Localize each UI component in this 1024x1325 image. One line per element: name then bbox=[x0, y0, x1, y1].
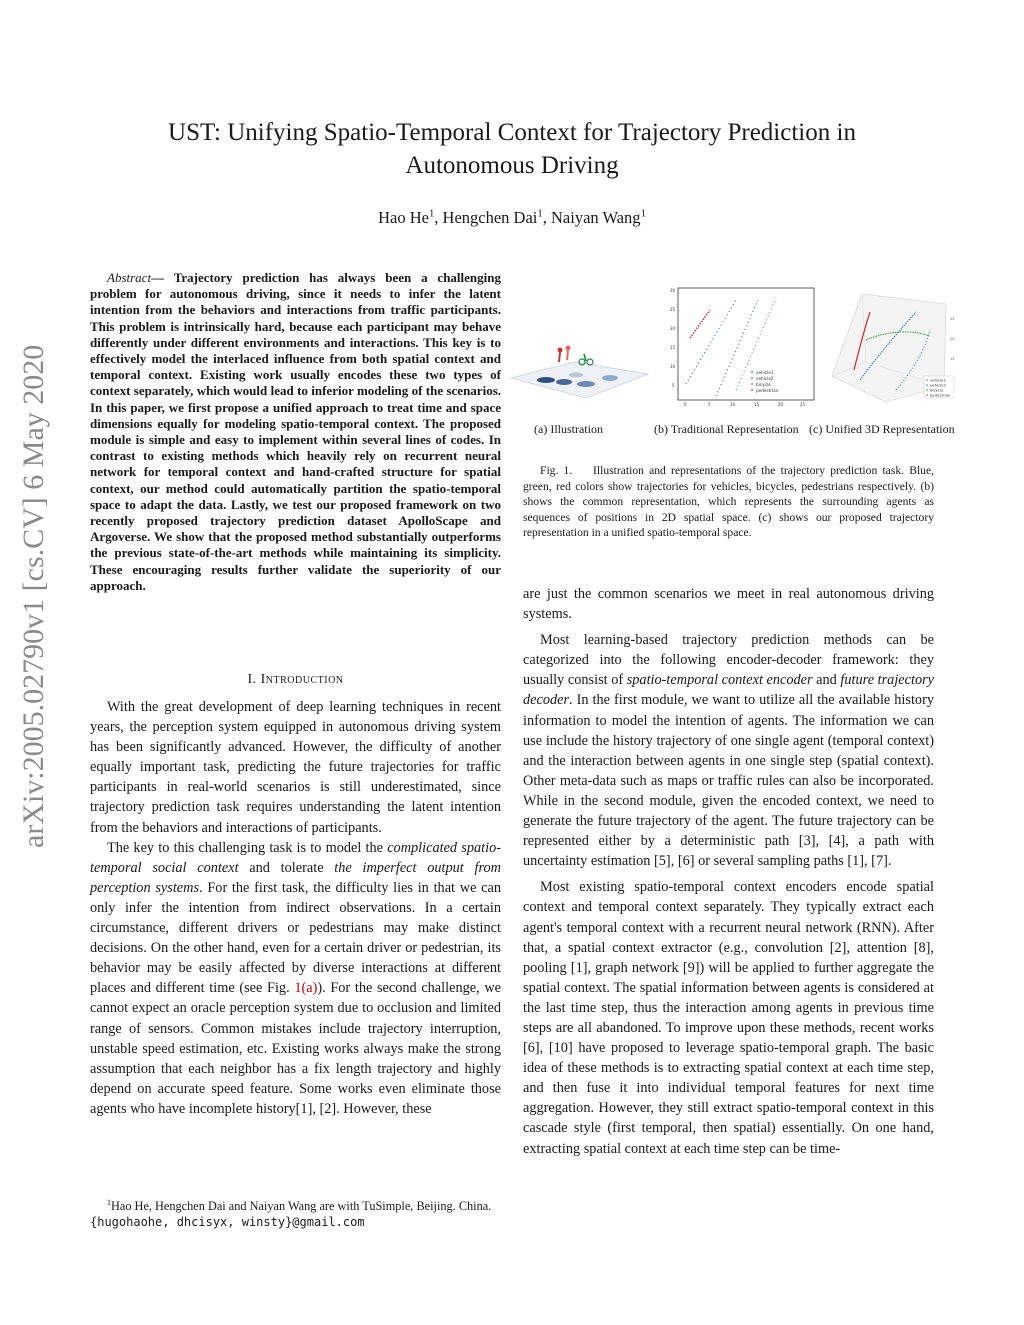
abstract-text: Trajectory prediction has always been a challenging problem for autonomous driving, since it needs to infer the latent intention from the behaviors and interactions from traffic participants. This problem is intrinsically hard, because each participant may behave differently under different environments and interactions. This key is to effectively model the interlaced influence from both spatial context and temporal context. Existing work usually encodes these two types of context separately, which would lead to inferior modeling of the scenarios. In this paper, we first propose a unified approach to treat time and space dimensions equally for modeling spatio-temporal context. The proposed module is simple and easy to implement within several lines of codes. In contrast to existing methods which heavily rely on recurrent neural network for temporal context and hand-crafted structure for spatial context, our method could automatically partition the spatio-temporal space to adapt the data. Lastly, we test our proposed framework on two recently proposed trajectory prediction dataset ApolloScape and Argoverse. We show that the proposed method substantially outperforms the previous state-of-the-art methods while maintaining its simplicity. These encouraging results further validate the superiority of our approach. bbox=[90, 270, 501, 593]
intro-column-left bbox=[90, 697, 501, 1119]
title-line-1: UST: Unifying Spatio-Temporal Context for Trajectory Prediction in bbox=[168, 119, 856, 146]
caption-text: Illustration and representations of the trajectory prediction task. Blue, green, red colors show trajectories for vehicles, bicycles, pedestrians respectively. (b) shows the common representation, which represents the surrounding agents as sequences of positions in 2D spatial space. (c) shows our proposed trajectory representation in a unified spatio-temporal space. bbox=[523, 464, 935, 539]
figure-1 bbox=[500, 280, 970, 450]
figure-3d-plot bbox=[826, 290, 966, 408]
paper-title bbox=[112, 116, 912, 182]
legend-entry: vehicle1 bbox=[756, 370, 774, 375]
legend-entry: bicycle bbox=[756, 382, 771, 387]
vehicle-shape bbox=[577, 381, 595, 387]
svg-text:30: 30 bbox=[670, 288, 676, 293]
intro-column-right bbox=[523, 584, 934, 1159]
emphasis: spatio-temporal context encoder bbox=[626, 672, 813, 689]
author-name: Hengchen Dai bbox=[442, 208, 538, 227]
svg-text:20: 20 bbox=[950, 337, 955, 341]
legend-entry: vehicle2 bbox=[756, 376, 774, 381]
subfigure-caption-c: (c) Unified 3D Representation bbox=[809, 422, 955, 436]
author-name: Hao He bbox=[378, 208, 429, 227]
title-line-2: Autonomous Driving bbox=[405, 152, 619, 179]
legend-entry: pedestrian bbox=[756, 388, 779, 393]
svg-text:20: 20 bbox=[670, 326, 676, 331]
footnote-text: Hao He, Hengchen Dai and Naiyan Wang are with TuSimple, Beijing. China. bbox=[111, 1199, 492, 1213]
affiliation-mark: 1 bbox=[428, 207, 435, 220]
text-run: The key to this challenging task is to model the bbox=[107, 839, 388, 856]
text-run: . In the first module, we want to utilize all the available history information to model the intention of agents. The information we can use include the history trajectory of one single agent (temporal context) and the interaction between agents in one single step (spatial context). Other meta-data such as maps or traffic rules can also be incorporated. While in the second module, given the encoded context, we need to generate the future trajectory of the agent. The future trajectory can be represented either by a deterministic path [3], [4], a path with uncertainty estimation [5], [6] or several sampling paths [1], [7]. bbox=[523, 692, 934, 870]
svg-text:10: 10 bbox=[730, 402, 736, 407]
emphasis: complicated spatio-temporal social context bbox=[90, 839, 501, 876]
right-paragraph-1: are just the common scenarios we meet in real autonomous driving systems. bbox=[523, 586, 934, 623]
affiliation-mark: 1 bbox=[537, 207, 543, 220]
subfigure-caption-b: (b) Traditional Representation bbox=[654, 422, 799, 436]
section-numeral: I. bbox=[247, 672, 257, 687]
svg-text:25: 25 bbox=[800, 402, 806, 407]
footnote-email: {hugohaohe, dhcisyx, winsty}@gmail.com bbox=[90, 1215, 365, 1229]
figure-caption bbox=[523, 463, 934, 541]
figure-illustration-panel bbox=[506, 340, 656, 420]
author-list: Hao He$^1$, Hengchen Dai$^1$, Naiyan Wang$^1$ bbox=[378, 207, 646, 227]
intro-paragraph-2 bbox=[90, 838, 501, 1119]
intro-paragraph-1: With the great development of deep learning techniques in recent years, the perception system equipped in autonomous driving system has been significantly advanced. However, the difficulty of another equally important task, predicting the future trajectories for traffic participants in real-world scenarios is still underestimated, since trajectory prediction task requires understanding the latent intention from the behaviors and interactions of participants. bbox=[90, 699, 501, 836]
text-run: and bbox=[812, 672, 841, 689]
vehicle-shape bbox=[537, 377, 555, 383]
subfigure-caption-a: (a) Illustration bbox=[534, 422, 603, 436]
legend-entry: vehicle2 bbox=[930, 382, 946, 388]
emphasis: future trajectory decoder bbox=[523, 672, 935, 709]
svg-text:15: 15 bbox=[754, 402, 760, 407]
text-run: and tolerate bbox=[238, 859, 335, 876]
figure-2d-plot bbox=[666, 286, 818, 414]
legend-entry: vehicle1 bbox=[930, 377, 946, 383]
text-run: . For the first task, the difficulty lies in that we can only infer the intention from indirect observations. In a certain circumstance, different drivers or pedestrians may make distinct decisions. On the other hand, even for a certain driver or pedestrian, its behavior may be easily affected by diverse interactions at different places and different time (see Fig. bbox=[90, 879, 501, 997]
caption-label: Fig. 1. bbox=[540, 464, 573, 477]
svg-text:15: 15 bbox=[950, 357, 955, 361]
right-paragraph-2 bbox=[523, 630, 934, 871]
text-run: ). For the second challenge, we cannot expect an oracle perception system due to occlusion and limited range of sensors. Common mistakes include trajectory interruption, unstable speed estimation, etc. Existing works always make the strong assumption that each neighbor has a fix length trajectory and highly depend on accurate speed feature. Some works even eliminate those agents who have incomplete history[1], [2]. However, these bbox=[90, 980, 501, 1117]
arxiv-sidebar-stamp: arXiv:2005.02790v1 [cs.CV] 6 May 2020 bbox=[17, 344, 50, 848]
text-run: Most learning-based trajectory prediction methods can be categorized into the following encoder-decoder framework: they usually consist of bbox=[523, 632, 934, 689]
legend-entry: pedestrian bbox=[930, 392, 951, 398]
abstract-label: Abstract bbox=[107, 270, 152, 285]
svg-text:25: 25 bbox=[950, 317, 955, 321]
footnote bbox=[90, 1198, 501, 1230]
right-paragraph-3: Most existing spatio-temporal context encoders encode spatial context and temporal context separately. They typically extract each agent's temporal context with a recurrent neural network (RNN). After that, a spatial context extractor (e.g., convolution [2], attention [8], pooling [1], graph network [9]) will be applied to further aggregate the spatial context. The spatial information between agents is considered at the last time step, thus the interaction among agents in previous time steps are all abandoned. To improve upon these methods, recent works [6], [10] have proposed to leverage spatio-temporal graph. The basic idea of these methods is to extracting spatial context at each time step, and then fuse it into individual temporal features for next time aggregation. However, they still extract spatio-temporal context in this cascade style (first temporal, then spatial) essentially. On one hand, extracting spatial context at each time step can be time- bbox=[523, 879, 934, 1157]
author-name: Naiyan Wang bbox=[551, 208, 641, 227]
vehicle-shape bbox=[569, 373, 583, 378]
svg-text:10: 10 bbox=[670, 364, 676, 369]
svg-text:15: 15 bbox=[670, 345, 676, 350]
emphasis: the imperfect output from perception systems bbox=[90, 859, 502, 896]
svg-text:20: 20 bbox=[778, 402, 784, 407]
svg-text:5: 5 bbox=[672, 383, 675, 388]
svg-text:25: 25 bbox=[670, 307, 676, 312]
affiliation-mark: 1 bbox=[640, 207, 646, 220]
vehicle-shape bbox=[602, 375, 618, 381]
footnote-mark: 1 bbox=[107, 1197, 111, 1207]
svg-text:0: 0 bbox=[684, 402, 687, 407]
vehicle-shape bbox=[556, 379, 572, 385]
section-title: Introduction bbox=[260, 672, 344, 687]
section-heading-introduction bbox=[90, 672, 501, 688]
legend-entry: bicycle bbox=[930, 387, 944, 393]
svg-text:5: 5 bbox=[708, 402, 711, 407]
plot-legend bbox=[924, 376, 954, 398]
abstract: Abstract— Trajectory prediction has always been a challenging problem for autonomous driving, since it needs to infer the latent intention from the behaviors and interactions from traffic participants. This problem is intrinsically hard, because each participant may behave differently under different environments and interactions. This key is to effectively model the interlaced influence from both spatial context and temporal context. Existing work usually encodes these two types of context separately, which would lead to inferior modeling of the scenarios. In this paper, we first propose a unified approach to treat time and space dimensions equally for modeling spatio-temporal context. The proposed module is simple and easy to implement within several lines of codes. In contrast to existing methods which heavily rely on recurrent neural network for temporal context and hand-crafted structure for spatial context, our method could automatically partition the spatio-temporal space to adapt the data. Lastly, we test our proposed framework on two recently proposed trajectory prediction dataset ApolloScape and Argoverse. We show that the proposed method substantially outperforms the previous state-of-the-art methods while maintaining its simplicity. These encouraging results further validate the superiority of our approach. bbox=[90, 270, 501, 593]
figure-reference-link[interactable]: 1(a) bbox=[294, 980, 318, 997]
pedestrian-icon bbox=[558, 346, 571, 363]
